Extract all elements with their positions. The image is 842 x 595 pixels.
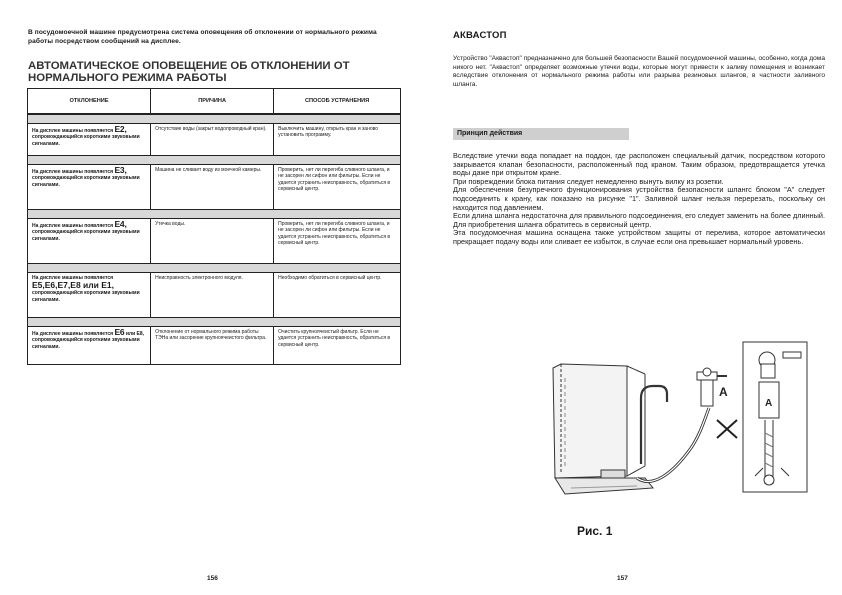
principle-text xyxy=(453,152,825,247)
remedy-cell: Проверить, нет ли перегиба сливного шланга, и не засорен ли сифон или фильтры. Если не удается устранить неисправность, обратиться в сервисный центр. xyxy=(274,165,401,210)
inlet-hose xyxy=(637,408,709,481)
remedy-cell: Проверить, нет ли перегиба сливного шланга, и не засорен ли сифон или фильтры. Если не удается устранить неисправность, обратиться в сервисный центр. xyxy=(274,219,401,264)
error-code: E4, xyxy=(114,219,127,229)
figure-caption: Рис. 1 xyxy=(577,524,613,538)
aquastop-diagram xyxy=(541,338,811,528)
paragraph: При повреждении блока питания следует немедленно вынуть вилку из розетки. xyxy=(453,176,724,186)
right-page xyxy=(421,0,842,595)
dishwasher-illustration xyxy=(553,364,653,494)
paragraph: Эта посудомоечная машина оснащена также устройством защиты от перелива, которое автоматически прекращает подачу воды или сливает ее избыток, в случае если она превышает нормальный уровень. xyxy=(453,228,825,246)
deviation-cell: На дисплее машины появляется E4, сопровождающийся короткими звуковыми сигналами. xyxy=(28,219,151,264)
deviation-cell: На дисплее машины появляется E5,E6,E7,E8 или E1, сопровождающийся короткими звуковыми сигналами. xyxy=(28,273,151,318)
cause-cell: Неисправность электронного модуля. xyxy=(151,273,274,318)
table-row xyxy=(28,165,401,210)
label-a: A xyxy=(719,385,728,399)
table-row xyxy=(28,327,401,365)
cause-cell: Машина не сливает воду из моечной камеры. xyxy=(151,165,274,210)
table-row xyxy=(28,219,401,264)
paragraph: Вследствие утечки вода попадает на поддон, где расположен специальный датчик, посредством которого закрывается клапан безопасности, расположенный под краном. Таким образом, предотвращается утечка воды даже при открытом кране. xyxy=(453,151,825,178)
table-row xyxy=(28,273,401,318)
subsection-title: Принцип действия xyxy=(453,128,629,140)
page-number: 156 xyxy=(207,575,218,582)
remedy-cell: Необходимо обратиться в сервисный центр. xyxy=(274,273,401,318)
intro-text: В посудомоечной машине предусмотрена система оповещения об отклонении от нормального режима работы посредством сообщений на дисплее. xyxy=(28,29,377,45)
section-title: АКВАСТОП xyxy=(453,30,507,41)
paragraph: Если длина шланга недостаточна для правильного подсоединения, его следует заменить на более длинный. Для приобретения шланга обратитесь в сервисный центр. xyxy=(453,211,825,229)
page-heading: АВТОМАТИЧЕСКОЕ ОПОВЕЩЕНИЕ ОБ ОТКЛОНЕНИИ ОТ НОРМАЛЬНОГО РЕЖИМА РАБОТЫ xyxy=(28,60,350,84)
deviation-cell: На дисплее машины появляется E2, сопровождающийся короткими звуковыми сигналами. xyxy=(28,124,151,156)
paragraph: Для обеспечения безупречного функционирования устройства безопасности шлангс блоком "А" следует подсоединить к крану, как показано на рисунке "1". Заливной шланг нельзя перерезать, поскольку он находится под давлением. xyxy=(453,185,825,212)
error-code: E5,E6,E7,E8 или E1, xyxy=(32,280,115,291)
header-cause: ПРИЧИНА xyxy=(151,89,274,115)
deviation-cell: На дисплее машины появляется E6 или E8, сопровождающийся короткими звуковыми сигналами. xyxy=(28,327,151,365)
header-remedy: СПОСОБ УСТРАНЕНИЯ xyxy=(274,89,401,115)
label-a-detail: A xyxy=(765,398,773,409)
cause-cell: Утечка воды. xyxy=(151,219,274,264)
remedy-cell: Очистить крупноячеистый фильтр. Если не удается устранить неисправность, обратиться в сервисный центр. xyxy=(274,327,401,365)
cause-cell: Отсутствие воды (закрыт водопроводный кран). xyxy=(151,124,274,156)
remedy-cell: Выключить машину, открыть кран и заново установить программу. xyxy=(274,124,401,156)
cut-hose-cross-icon xyxy=(717,420,737,438)
header-deviation: ОТКЛОНЕНИЕ xyxy=(28,89,151,115)
detail-inset xyxy=(743,342,807,492)
error-table xyxy=(27,88,401,365)
error-code: E2, xyxy=(114,124,127,134)
aquastop-intro: Устройство "Аквастоп" предназначено для большей безопасности Вашей посудомоечной машины, особенно, когда дома никого нет. "Аквастоп" определяет возможные утечки воды, которые могут привести к заливу помещения и возникает вследствие отклонения от нормального режима работы или разрыва резиновых шлангов, в частности заливного шланга. xyxy=(453,55,825,89)
page-number: 157 xyxy=(617,575,628,582)
error-code: E3, xyxy=(114,165,127,175)
table-header-row xyxy=(28,89,401,115)
error-code: E6 xyxy=(114,327,125,337)
cause-cell: Отклонение от нормального режима работы ТЭНа или засорение крупноячеистого фильтра. xyxy=(151,327,274,365)
table-row xyxy=(28,124,401,156)
deviation-cell: На дисплее машины появляется E3, сопровождающийся короткими звуковыми сигналами. xyxy=(28,165,151,210)
